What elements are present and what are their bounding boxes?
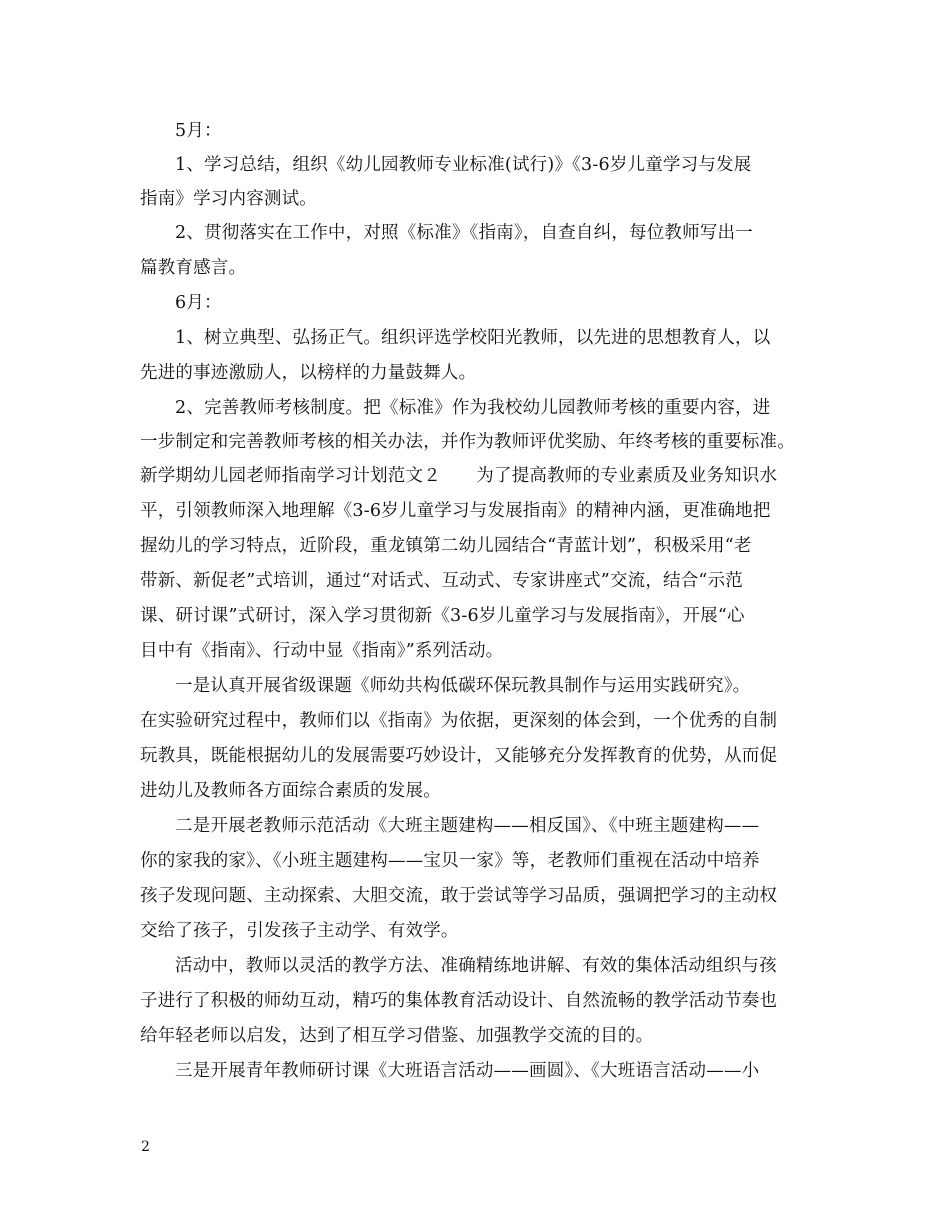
text-line: 篇教育感言。	[140, 258, 247, 278]
text-line: 孩子发现问题、主动探索、大胆交流，敢于尝试等学习品质，强调把学习的主动权	[140, 886, 778, 906]
text-line: 三是开展青年教师研讨课《大班语言活动——画圆》、《大班语言活动——小	[175, 1061, 760, 1081]
text-line: 在实验研究过程中，教师们以《指南》为依据，更深刻的体会到，一个优秀的自制	[140, 711, 778, 731]
text-line: 先进的事迹激励人，以榜样的力量鼓舞人。	[140, 363, 477, 383]
text-line: 5月：	[175, 121, 222, 141]
text-line: 6月：	[175, 293, 222, 313]
text-line: 子进行了积极的师幼互动，精巧的集体教育活动设计、自然流畅的教学活动节奏也	[140, 991, 778, 1011]
text-line: 进幼儿及教师各方面综合素质的发展。	[140, 781, 441, 801]
text-line: 一步制定和完善教师考核的相关办法，并作为教师评优奖励、年终考核的重要标准。	[140, 432, 795, 452]
text-line: 给年轻老师以启发，达到了相互学习借鉴、加强教学交流的目的。	[140, 1026, 654, 1046]
text-line: 课、研讨课”式研讨，深入学习贯彻新《3-6岁儿童学习与发展指南》，开展“心	[140, 606, 745, 626]
text-line: 2、完善教师考核制度。把《标准》作为我校幼儿园教师考核的重要内容，进	[175, 398, 771, 418]
text-line: 1、学习总结，组织《幼儿园教师专业标准(试行)》《3-6岁儿童学习与发展	[175, 155, 752, 175]
text-line: 二是开展老教师示范活动《大班主题建构——相反国》、《中班主题建构——	[175, 816, 760, 836]
text-line: 平，引领教师深入地理解《3-6岁儿童学习与发展指南》的精神内涵，更准确地把	[140, 501, 771, 521]
text-line: 交给了孩子，引发孩子主动学、有效学。	[140, 921, 459, 941]
text-line: 2、贯彻落实在工作中，对照《标准》《指南》，自查自纠，每位教师写出一	[175, 223, 753, 243]
text-line: 指南》学习内容测试。	[140, 189, 317, 209]
text-line: 活动中，教师以灵活的教学方法、准确精练地讲解、有效的集体活动组织与孩	[175, 956, 777, 976]
text-line: 玩教具，既能根据幼儿的发展需要巧妙设计，又能够充分发挥教育的优势，从而促	[140, 746, 778, 766]
text-line: 新学期幼儿园老师指南学习计划范文２ 为了提高教师的专业素质及业务知识水	[140, 466, 778, 486]
text-line: 带新、新促老”式培训，通过“对话式、互动式、专家讲座式”交流，结合“示范	[140, 571, 743, 591]
text-line: 目中有《指南》、行动中显《指南》”系列活动。	[140, 641, 504, 661]
text-line: 1、树立典型、弘扬正气。组织评选学校阳光教师，以先进的思想教育人，以	[175, 328, 771, 348]
text-line: 握幼儿的学习特点，近阶段，重龙镇第二幼儿园结合“青蓝计划”，积极采用“老	[140, 536, 752, 556]
text-line: 你的家我的家》、《小班主题建构——宝贝一家》等，老教师们重视在活动中培养	[140, 851, 760, 871]
page-number: 2	[141, 1139, 150, 1155]
text-line: 一是认真开展省级课题《师幼共构低碳环保玩教具制作与运用实践研究》。	[175, 676, 751, 696]
